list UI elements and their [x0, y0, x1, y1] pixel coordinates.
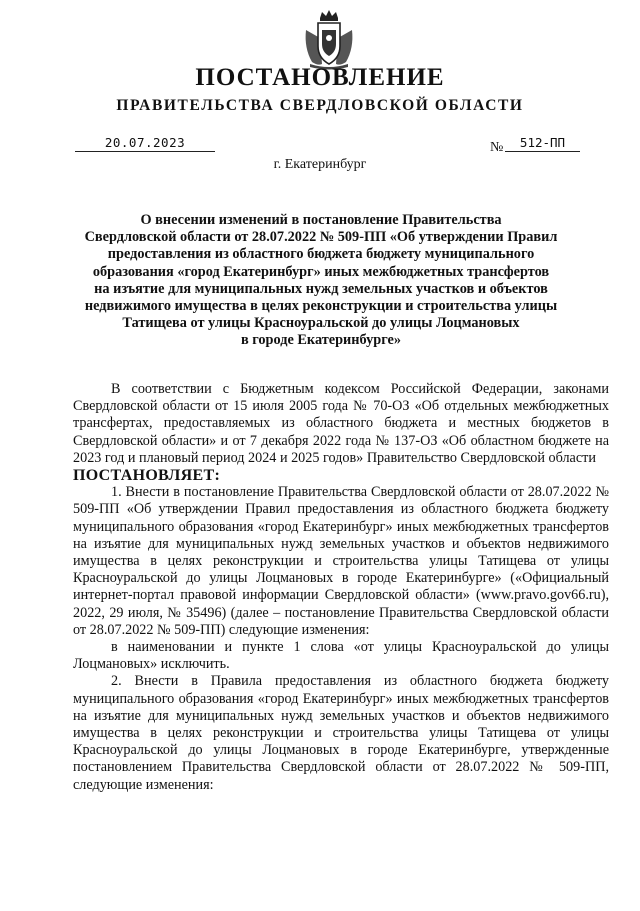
title-line: Татищева от улицы Красноуральской до улицы Лоцмановых [122, 315, 520, 332]
number-label: № [490, 140, 504, 155]
title-line: недвижимого имущества в целях реконструкции и строительства улицы [84, 298, 558, 315]
item-1-paragraph: 1. Внести в постановление Правительства Свердловской области от 28.07.2022 № 509-ПП «Об утверждении Правил предоставления из областного бюджета бюджету муниципального образования «город Екатеринбург» иных межбюджетных трансфертов на изъятие для муниципальных нужд земельных участков и объектов недвижимого имущества в целях реконструкции и строительства улицы Татищева от улицы Красноуральской до улицы Лоцмановых в городе Екатеринбурге» («Официальный интернет-портал правовой информации Свердловской области» (www.pravo.gov66.ru), 2022, 29 июля, № 35496) (далее – постановление Правительства Свердловской области от 28.07.2022 № 509-ПП) следующие изменения: [73, 484, 609, 638]
document-type-heading: ПОСТАНОВЛЕНИЕ [195, 64, 445, 91]
title-line: Свердловской области от 28.07.2022 № 509-ПП «Об утверждении Правил [84, 229, 558, 246]
coat-of-arms-icon [300, 8, 358, 70]
title-line: в городе Екатеринбурге» [240, 332, 402, 349]
decree-word: ПОСТАНОВЛЯЕТ: [73, 467, 221, 485]
city-name: г. Екатеринбург [273, 157, 367, 172]
title-line: на изъятие для муниципальных нужд земельных участков и объектов [94, 280, 548, 297]
title-line: О внесении изменений в постановление Правительства [140, 212, 502, 228]
document-body [73, 381, 609, 794]
document-number: 512-ПП [505, 135, 580, 152]
title-line: образования «город Екатеринбург» иных межбюджетных трансфертов [92, 263, 550, 280]
document-title [60, 212, 582, 350]
item-1-subparagraph: в наименовании и пункте 1 слова «от улицы Красноуральской до улицы Лоцмановых» исключить. [73, 639, 609, 673]
preamble-paragraph: В соответствии с Бюджетным кодексом Российской Федерации, законами Свердловской области от 15 июля 2005 года № 70-ОЗ «Об отдельных межбюджетных трансфертах, предоставляемых из областного бюджета и местных бюджетов в Свердловской области» и от 7 декабря 2022 года № 137-ОЗ «Об областном бюджете на 2023 год и плановый период 2024 и 2025 годов» Правительство Свердловской области [73, 381, 609, 466]
document-date: 20.07.2023 [75, 135, 215, 152]
title-line: предоставления из областного бюджета бюджету муниципального [107, 246, 535, 263]
issuing-authority: ПРАВИТЕЛЬСТВА СВЕРДЛОВСКОЙ ОБЛАСТИ [116, 97, 524, 114]
item-2-paragraph: 2. Внести в Правила предоставления из областного бюджета бюджету муниципального образования «город Екатеринбург» иных межбюджетных трансфертов на изъятие для муниципальных нужд земельных участков и объектов недвижимого имущества в целях реконструкции и строительства улицы Татищева от улицы Красноуральской до улицы Лоцмановых в городе Екатеринбурге, утвержденные постановлением Правительства Свердловской области от 28.07.2022 № 509-ПП, следующие изменения: [73, 673, 609, 793]
